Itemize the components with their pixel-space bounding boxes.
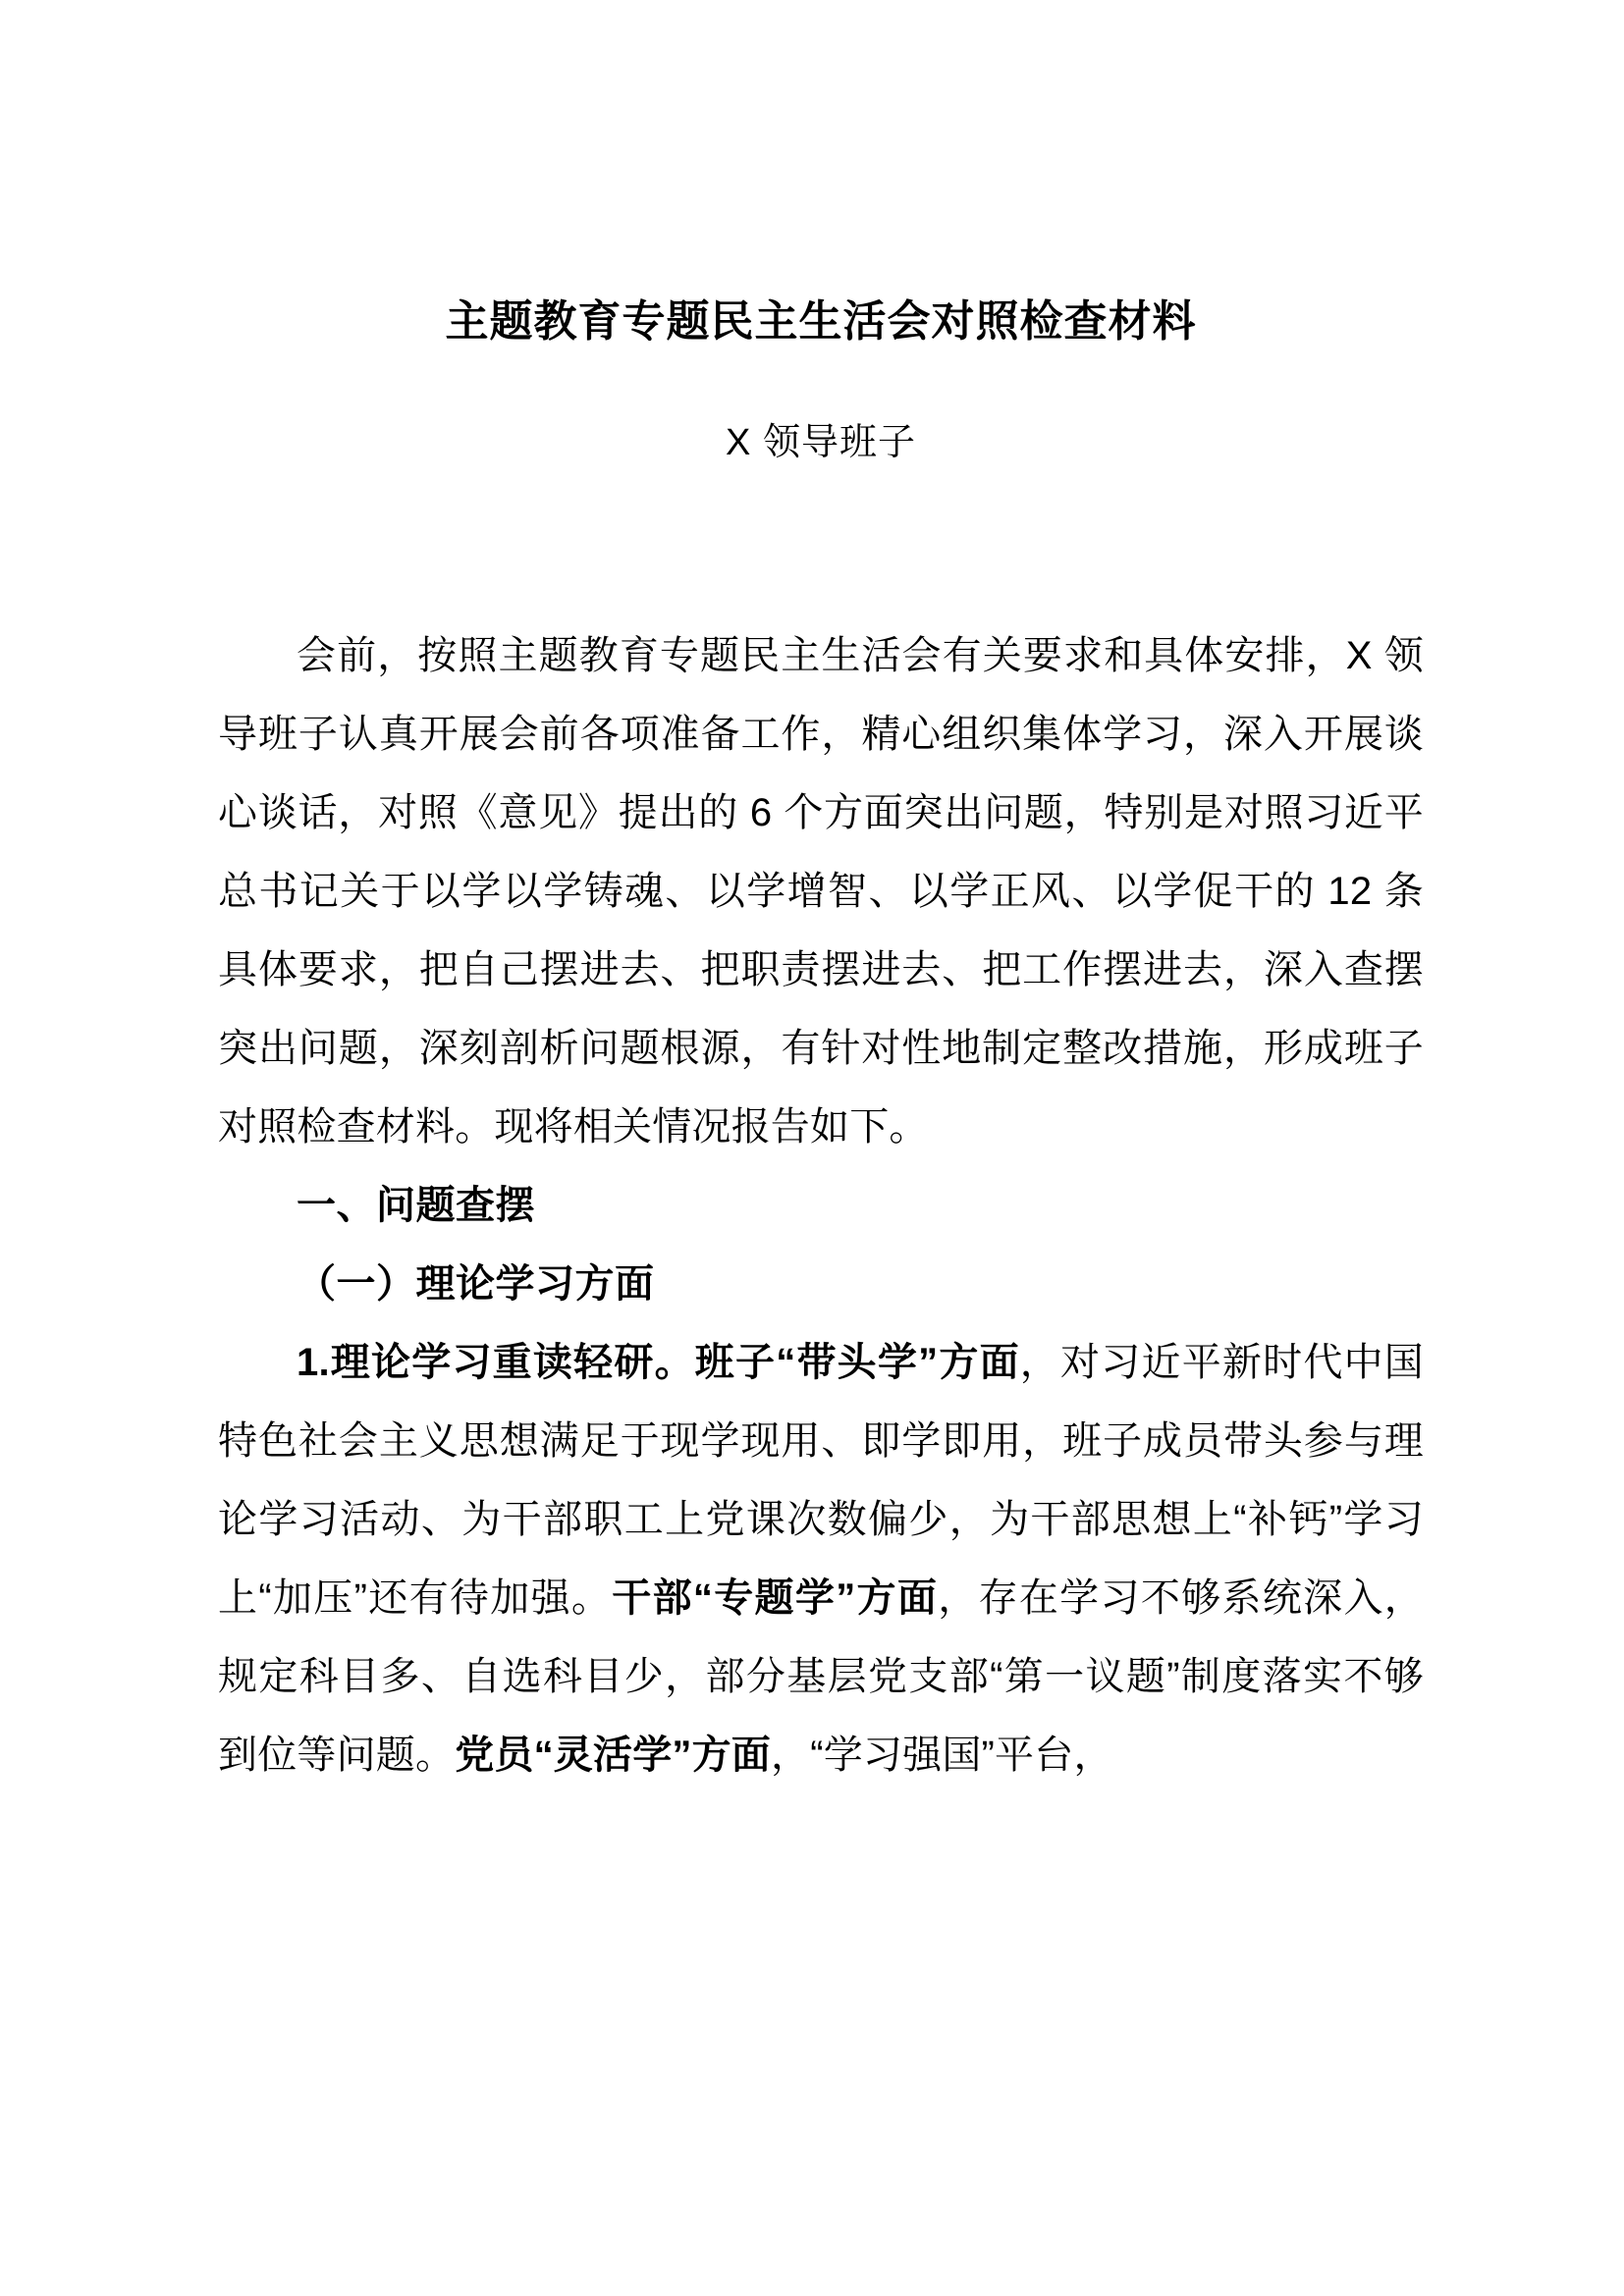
item-1-bold-lead: 1.理论学习重读轻研。班子“带头学”方面	[297, 1341, 1020, 1385]
item-1-bold-mid-1: 干部“专题学”方面	[612, 1576, 939, 1621]
item-1-text-after-mid-1: ，存在学习不够系统深入，规定科目多、自选科目少，部分基层党支部“第一议题”制度落实不够到位等问题。	[218, 1576, 1424, 1778]
document-body	[218, 467, 1424, 1794]
document-subtitle: X 领导班子	[726, 422, 916, 463]
section-heading-problem-review: 一、问题查摆	[297, 1184, 535, 1228]
item-1-paragraph	[218, 1323, 1424, 1794]
intro-paragraph: 会前，按照主题教育专题民主生活会有关要求和具体安排，X 领导班子认真开展会前各项准备工作，精心组织集体学习，深入开展谈心谈话，对照《意见》提出的 6 个方面突出问题，特别是对照习近平总书记关于以学以学铸魂、以学增智、以学正风、以学促干的 12 条具体要求，把自己摆进去、把职责摆进去、把工作摆进去，深入查摆突出问题，深刻剖析问题根源，有针对性地制定整改措施，形成班子对照检查材料。现将相关情况报告如下。	[218, 634, 1424, 1149]
document-content	[218, 0, 1424, 1794]
item-1-text-after-mid-2: ，“学习强国”平台，	[771, 1734, 1113, 1778]
item-1-text-after-lead: ，对习近平新时代中国特色社会主义思想满足于现学现用、即学即用，班子成员带头参与理论学习活动、为干部职工上党课次数偏少，为干部思想上“补钙”学习上“加压”还有待加强。	[218, 1341, 1425, 1621]
subsection-heading-theory-study: （一）理论学习方面	[297, 1262, 655, 1307]
page-title: 主题教育专题民主生活会对照检查材料	[445, 297, 1197, 346]
item-1-bold-mid-2: 党员“灵活学”方面	[455, 1734, 772, 1778]
